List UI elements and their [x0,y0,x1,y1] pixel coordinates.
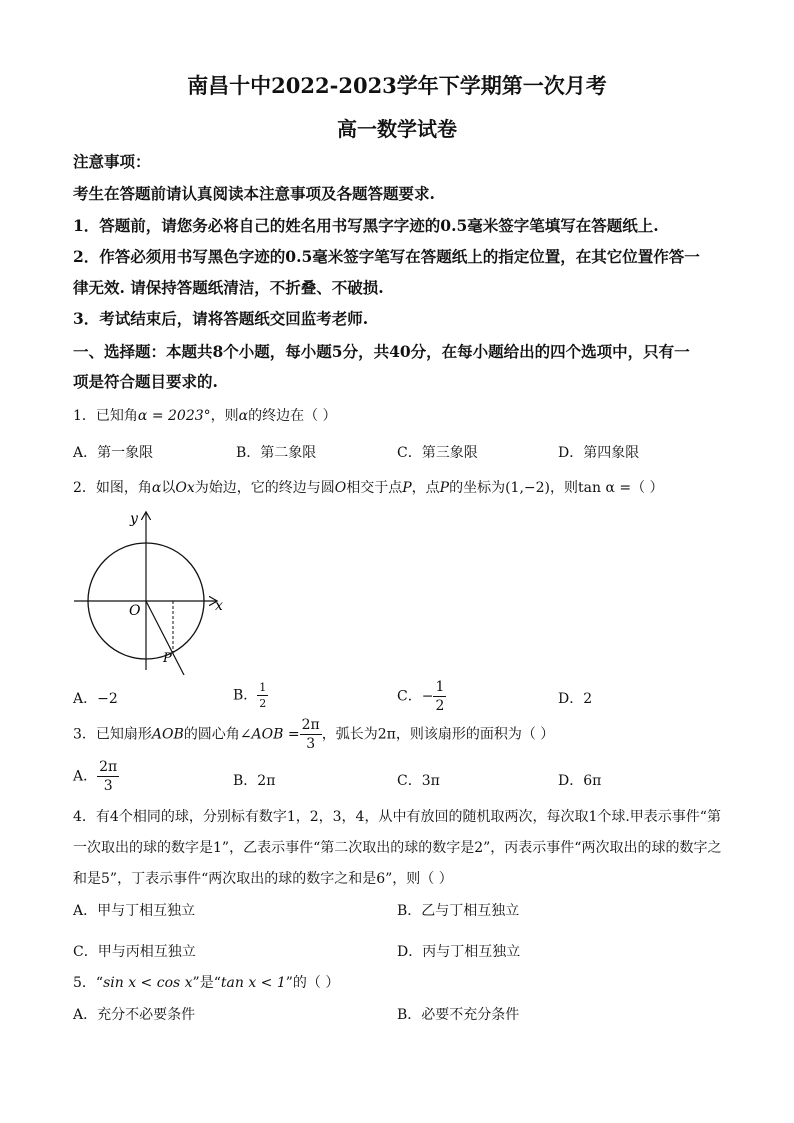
notes-item-3: 3．考试结束后，请将答题纸交回监考老师. [73,309,369,328]
p-label: P [163,651,172,666]
q4-option-b: B．乙与丁相互独立 [397,903,520,919]
q4-option-a: A．甲与丁相互独立 [73,903,196,919]
q5-option-b: B．必要不充分条件 [397,1007,520,1023]
notes-item-1: 1．答题前，请您务必将自己的姓名用书写黑字字迹的0.5毫米签字笔填写在答题纸上. [73,216,659,235]
question-4-line-3: 和是5”，丁表示事件“两次取出的球的数字之和是6”，则（ ） [73,871,453,887]
q1-option-c: C．第三象限 [397,445,478,461]
q3-option-b: B．2π [233,773,276,789]
question-4-line-1: 4．有4个相同的球，分别标有数字1，2，3，4，从中有放回的随机取两次，每次取1个球.甲表示事件“第 [73,809,721,825]
x-label: x [215,598,223,614]
q3-option-a: A． $\frac{2\pi}{3}$ [73,759,118,794]
y-label: y [130,511,138,527]
o-label: O [129,603,141,619]
notes-intro: 考生在答题前请认真阅读本注意事项及各题答题要求. [73,184,435,203]
question-4-line-2: 一次取出的球的数字是1”，乙表示事件“第二次取出的球的数字是2”，丙表示事件“两次取出的球的数字之 [73,840,722,856]
question-3-stem: 3．已知扇形AOB的圆心角∠AOB = $\frac{2\pi}{3}$ ，弧长为2π，则该扇形的面积为（ ） [73,717,555,752]
q3-option-d: D．6π [558,773,602,789]
q4-option-d: D．丙与丁相互独立 [397,944,521,960]
q1-option-d: D．第四象限 [558,445,640,461]
q4-option-c: C．甲与丙相互独立 [73,944,196,960]
notes-item-2-line-2: 律无效. 请保持答题纸清洁，不折叠、不破损. [73,278,384,297]
q1-option-a: A．第一象限 [73,445,154,461]
q2-option-d: D．2 [558,691,593,707]
unit-circle-figure [66,505,236,675]
q2-option-c: C．− $\frac{1}{2}$ [397,679,445,714]
q2-option-b: B． $\frac{1}{2}$ [233,681,267,710]
section-1-heading-line-2: 项是符合题目要求的. [73,372,218,391]
section-1-heading-line-1: 一、选择题：本题共8个小题，每小题5分，共40分，在每小题给出的四个选项中，只有一 [73,342,690,361]
q2-option-a: A．−2 [73,691,118,707]
question-5-stem: 5．“sin x < cos x”是“tan x < 1”的（ ） [73,975,340,991]
exam-title: 南昌十中2022-2023学年下学期第一次月考 [187,73,607,98]
q5-option-a: A．充分不必要条件 [73,1007,196,1023]
exam-subtitle: 高一数学试卷 [337,117,457,141]
question-1-stem: 1．已知角α = 2023°，则α的终边在（ ） [73,408,337,424]
question-2-stem: 2．如图，角α以Ox为始边，它的终边与圆O相交于点P，点P的坐标为(1,−2)，则tan α =（ ） [73,480,664,496]
q1-option-b: B．第二象限 [236,445,317,461]
q3-option-c: C．3π [397,773,440,789]
notes-heading: 注意事项： [73,152,151,171]
notes-item-2-line-1: 2．作答必须用书写黑色字迹的0.5毫米签字笔写在答题纸上的指定位置，在其它位置作答一 [73,247,700,266]
